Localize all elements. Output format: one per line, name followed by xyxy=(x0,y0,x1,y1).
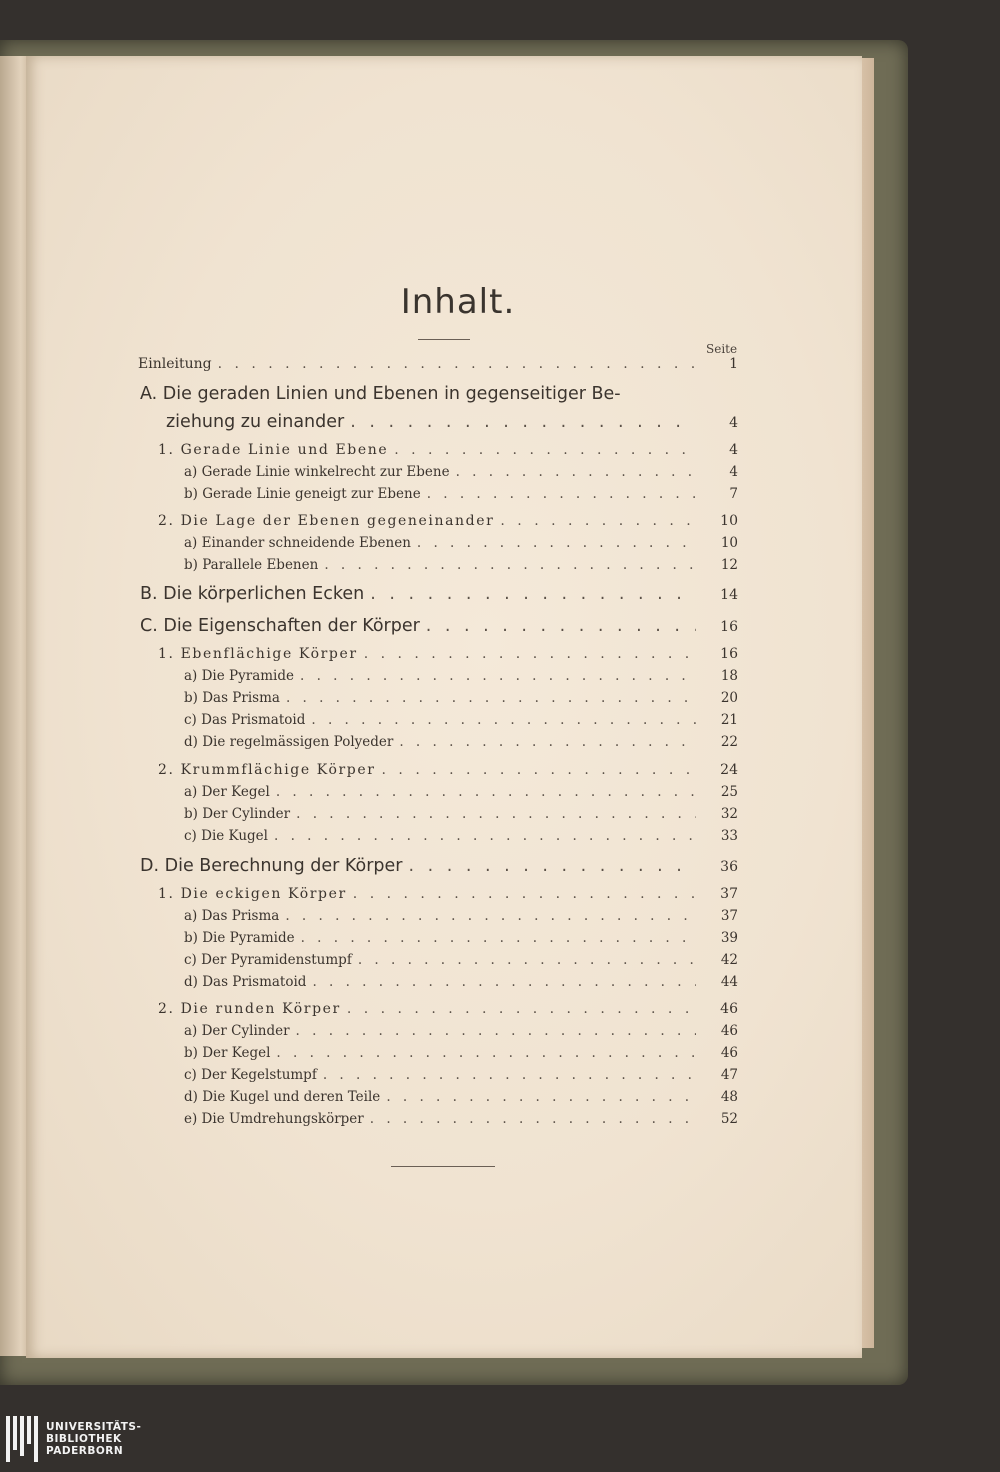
toc-entry-label: b) Das Prisma xyxy=(184,690,280,706)
toc-entry-label: c) Der Pyramidenstumpf xyxy=(184,952,352,968)
toc-entry-page: 39 xyxy=(720,930,738,946)
toc-section-d xyxy=(140,856,738,876)
toc-entry-page: 44 xyxy=(720,974,738,990)
toc-entry-label: a) Gerade Linie winkelrecht zur Ebene xyxy=(184,464,450,480)
toc-entry-page: 14 xyxy=(720,587,738,603)
toc-entry-page: 37 xyxy=(720,908,738,924)
toc-entry-page: 25 xyxy=(720,784,738,800)
toc-entry-page: 16 xyxy=(720,619,738,635)
toc-entry xyxy=(184,690,738,706)
toc-entry xyxy=(184,952,738,968)
toc-entry-label: 2. Die Lage der Ebenen gegeneinander xyxy=(158,513,495,529)
toc-section-c xyxy=(140,616,738,636)
seite-column-label: Seite xyxy=(706,342,738,356)
toc-entry-label: B. Die körperlichen Ecken xyxy=(140,584,365,604)
toc-entry-label: b) Gerade Linie geneigt zur Ebene xyxy=(184,486,421,502)
toc-entry xyxy=(184,806,738,822)
book-page xyxy=(26,56,862,1358)
toc-entry-label: 2. Die runden Körper xyxy=(158,1001,341,1017)
toc-entry xyxy=(184,1045,738,1061)
toc-entry-label: b) Die Pyramide xyxy=(184,930,295,946)
toc-entry-page: 47 xyxy=(720,1067,738,1083)
toc-entry-page: 46 xyxy=(720,1023,738,1039)
toc-section-b xyxy=(140,584,738,604)
library-stamp xyxy=(6,1416,141,1462)
toc-entry xyxy=(184,557,738,573)
toc-entry xyxy=(158,1001,738,1017)
toc-entry-label: a) Einander schneidende Ebenen xyxy=(184,535,411,551)
toc-entry-label: b) Parallele Ebenen xyxy=(184,557,319,573)
toc-entry xyxy=(158,762,738,778)
toc-entry-label: 2. Krummflächige Körper xyxy=(158,762,376,778)
toc-entry-page: 16 xyxy=(720,646,738,662)
toc-entry-label: d) Die regelmässigen Polyeder xyxy=(184,734,394,750)
toc-entry xyxy=(158,646,738,662)
toc-entry-label: 1. Gerade Linie und Ebene xyxy=(158,442,389,458)
toc-entry-label: b) Der Cylinder xyxy=(184,806,291,822)
toc-entry-label: Einleitung xyxy=(138,356,212,372)
toc-entry-label: D. Die Berechnung der Körper xyxy=(140,856,403,876)
toc-entry-einleitung xyxy=(138,356,738,372)
toc-entry xyxy=(184,712,738,728)
toc-entry-page: 1 xyxy=(729,356,738,372)
page-title: Inhalt. xyxy=(400,282,516,322)
toc-entry-label: c) Der Kegelstumpf xyxy=(184,1067,317,1083)
toc-section-a-cont xyxy=(166,412,738,432)
toc-entry-page: 7 xyxy=(729,486,738,502)
toc-entry-label: b) Der Kegel xyxy=(184,1045,271,1061)
toc-entry xyxy=(184,974,738,990)
toc-entry-page: 32 xyxy=(720,806,738,822)
toc-entry xyxy=(184,535,738,551)
toc-entry-page: 33 xyxy=(720,828,738,844)
toc-entry xyxy=(158,513,738,529)
toc-entry xyxy=(184,668,738,684)
toc-entry-label: a) Das Prisma xyxy=(184,908,280,924)
toc-entry-page: 24 xyxy=(720,762,738,778)
toc-entry-page: 4 xyxy=(729,464,738,480)
end-divider xyxy=(391,1166,495,1167)
library-name: UNIVERSITÄTS- BIBLIOTHEK PADERBORN xyxy=(46,1421,142,1457)
toc-entry xyxy=(158,442,738,458)
toc-entry xyxy=(184,1089,738,1105)
toc-entry-page: 46 xyxy=(720,1001,738,1017)
toc-entry xyxy=(184,828,738,844)
toc-entry-label: c) Das Prismatoid xyxy=(184,712,306,728)
toc-entry xyxy=(184,784,738,800)
toc-entry xyxy=(184,734,738,750)
toc-entry-page: 10 xyxy=(720,535,738,551)
toc-entry-page: 42 xyxy=(720,952,738,968)
toc-entry-label: 1. Die eckigen Körper xyxy=(158,886,347,902)
toc-entry xyxy=(158,886,738,902)
toc-entry xyxy=(184,1023,738,1039)
toc-entry-page: 18 xyxy=(720,668,738,684)
left-facing-page xyxy=(0,56,26,1356)
toc-entry-page: 10 xyxy=(720,513,738,529)
toc-entry-page: 48 xyxy=(720,1089,738,1105)
table-of-contents xyxy=(26,56,862,1358)
toc-entry-label: 1. Ebenflächige Körper xyxy=(158,646,358,662)
toc-entry-page: 21 xyxy=(720,712,738,728)
toc-entry-page: 36 xyxy=(720,859,738,875)
toc-entry xyxy=(184,908,738,924)
toc-entry xyxy=(184,930,738,946)
toc-entry-label: a) Der Kegel xyxy=(184,784,270,800)
toc-entry xyxy=(184,1111,738,1127)
toc-entry xyxy=(184,486,738,502)
toc-entry-label: a) Der Cylinder xyxy=(184,1023,290,1039)
toc-entry-label: ziehung zu einander xyxy=(166,412,345,432)
toc-entry-page: 52 xyxy=(720,1111,738,1127)
toc-section-a xyxy=(140,384,738,404)
toc-entry-page: 12 xyxy=(720,557,738,573)
library-logo-icon xyxy=(6,1416,38,1462)
toc-entry-label: d) Die Kugel und deren Teile xyxy=(184,1089,381,1105)
toc-entry xyxy=(184,1067,738,1083)
toc-entry-label: c) Die Kugel xyxy=(184,828,268,844)
toc-entry-label: A. Die geraden Linien und Ebenen in gegenseitiger Be- xyxy=(140,384,621,404)
toc-entry-page: 46 xyxy=(720,1045,738,1061)
toc-entry-page: 37 xyxy=(720,886,738,902)
toc-entry-label: a) Die Pyramide xyxy=(184,668,294,684)
toc-entry-page: 4 xyxy=(729,442,738,458)
toc-entry-page: 20 xyxy=(720,690,738,706)
toc-entry-label: C. Die Eigenschaften der Körper xyxy=(140,616,420,636)
toc-entry-page: 22 xyxy=(720,734,738,750)
toc-entry xyxy=(184,464,738,480)
toc-entry-page: 4 xyxy=(729,415,738,431)
toc-entry-label: e) Die Umdrehungskörper xyxy=(184,1111,364,1127)
toc-entry-label: d) Das Prismatoid xyxy=(184,974,307,990)
